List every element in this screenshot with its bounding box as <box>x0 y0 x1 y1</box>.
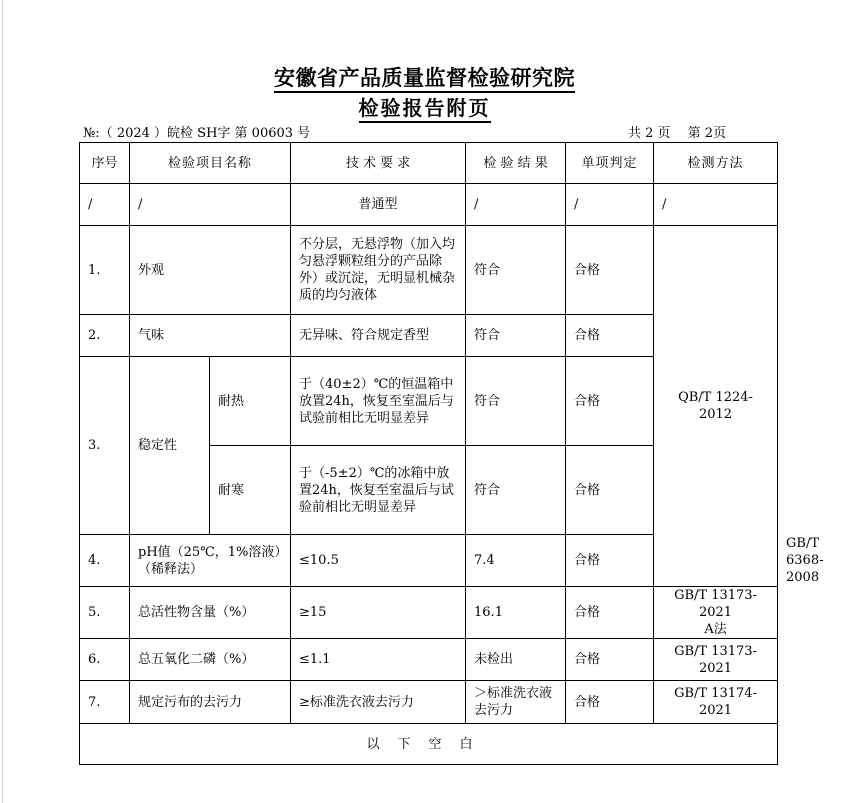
header-row <box>80 143 778 184</box>
header-method: 检测方法 <box>654 143 778 184</box>
row-index: 5. <box>80 587 130 639</box>
row-item: 总五氧化二磷（%） <box>130 639 291 681</box>
row-result: 未检出 <box>466 639 566 681</box>
row-method: GB/T 13173-2021 <box>654 639 778 681</box>
row-requirement: ≥标准洗衣液去污力 <box>291 681 466 724</box>
page-count: 共 2 页 第 2页 <box>628 126 727 141</box>
type-method: / <box>654 184 778 226</box>
row-judgement: 合格 <box>566 226 654 315</box>
row-index: 6. <box>80 639 130 681</box>
row-item: 外观 <box>130 226 291 315</box>
table-row <box>80 587 778 639</box>
type-index: / <box>80 184 130 226</box>
row-requirement: 不分层，无悬浮物（加入均匀悬浮颗粒组分的产品除外）或沉淀，无明显机械杂质的均匀液体 <box>291 226 466 315</box>
type-result: / <box>466 184 566 226</box>
row-result: 符合 <box>466 315 566 357</box>
method-line-1: GB/T 13173-2021 <box>674 588 757 620</box>
row-result: 7.4 <box>466 535 566 587</box>
row-requirement: ≥15 <box>291 587 466 639</box>
table-row <box>80 226 778 315</box>
row-judgement: 合格 <box>566 681 654 724</box>
row-method <box>654 587 778 639</box>
row-judgement: 合格 <box>566 446 654 535</box>
report-subtitle: 检验报告附页 <box>0 92 849 121</box>
row-judgement: 合格 <box>566 357 654 446</box>
row-judgement: 合格 <box>566 315 654 357</box>
footer-row <box>80 724 778 765</box>
row-item: 规定污布的去污力 <box>130 681 291 724</box>
type-row <box>80 184 778 226</box>
table-row <box>80 681 778 724</box>
row-result: 符合 <box>466 446 566 535</box>
sub-item: 耐热 <box>210 357 291 446</box>
row-requirement: ≤10.5 <box>291 535 466 587</box>
type-judgement: / <box>566 184 654 226</box>
row-index: 2. <box>80 315 130 357</box>
row-index: 7. <box>80 681 130 724</box>
type-requirement: 普通型 <box>291 184 466 226</box>
header-judgement: 单项判定 <box>566 143 654 184</box>
blank-below-note: 以下空白 <box>80 724 778 765</box>
row-requirement: ≤1.1 <box>291 639 466 681</box>
institute-title: 安徽省产品质量监督检验研究院 <box>0 62 849 92</box>
method-line-2: A法 <box>704 622 727 637</box>
header-item: 检验项目名称 <box>130 143 291 184</box>
header-result: 检 验 结 果 <box>466 143 566 184</box>
row-requirement: 于（-5±2）℃的冰箱中放置24h，恢复至室温后与试验前相比无明显差异 <box>291 446 466 535</box>
type-item: / <box>130 184 291 226</box>
row-result: 16.1 <box>466 587 566 639</box>
row-item: 总活性物含量（%） <box>130 587 291 639</box>
row-requirement: 于（40±2）℃的恒温箱中放置24h，恢复至室温后与试验前相比无明显差异 <box>291 357 466 446</box>
row-index: 4. <box>80 535 130 587</box>
row-index: 3. <box>80 357 130 535</box>
row-judgement: 合格 <box>566 587 654 639</box>
row-index: 1. <box>80 226 130 315</box>
row-judgement: 合格 <box>566 535 654 587</box>
sub-item: 耐寒 <box>210 446 291 535</box>
table-row: 4. pH值（25℃，1%溶液）（稀释法） ≤10.5 7.4 合格 GB/T 6368-2008 <box>80 535 778 587</box>
header-requirement: 技 术 要 求 <box>291 143 466 184</box>
shared-method: QB/T 1224-2012 <box>654 226 778 587</box>
row-result: 符合 <box>466 357 566 446</box>
row-method: GB/T 13174-2021 <box>654 681 778 724</box>
inspection-table <box>79 142 824 765</box>
row-item: 气味 <box>130 315 291 357</box>
row-item: 稳定性 <box>130 357 210 535</box>
header-index: 序号 <box>80 143 130 184</box>
row-requirement: 无异味、符合规定香型 <box>291 315 466 357</box>
report-number: №:（ 2024 ）皖检 SH字 第 00603 号 <box>83 126 311 141</box>
row-item: pH值（25℃，1%溶液）（稀释法） <box>130 535 291 587</box>
row-result: ＞标准洗衣液去污力 <box>466 681 566 724</box>
row-judgement: 合格 <box>566 639 654 681</box>
row-result: 符合 <box>466 226 566 315</box>
table-row <box>80 639 778 681</box>
